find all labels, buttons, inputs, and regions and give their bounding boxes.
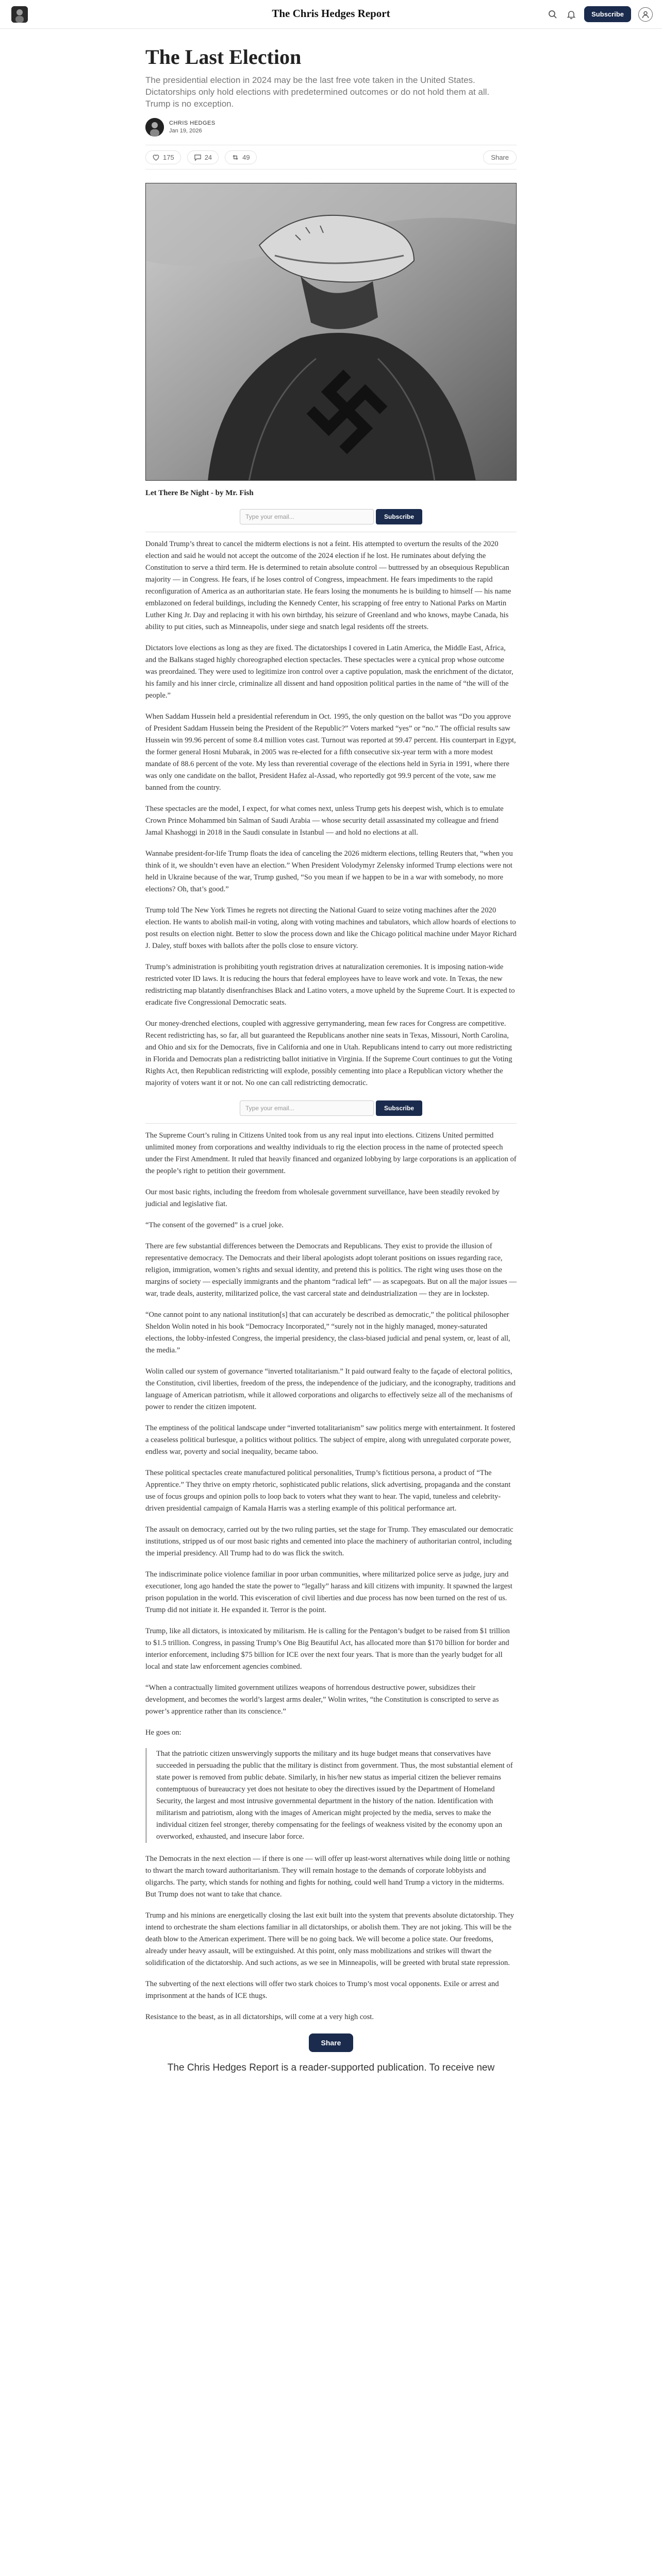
article	[145, 45, 517, 2075]
comment-icon	[194, 154, 202, 161]
body-paragraph: The emptiness of the political landscape under “inverted totalitarianism” saw politics merge with entertainment. It fostered a ceaseless political burlesque, a politics without politics. The subject of empire, along with unregulated corporate power, endless war, poverty and social inequality, became taboo.	[145, 1424, 516, 1456]
search-icon[interactable]	[547, 9, 558, 20]
body-paragraph: “The consent of the governed” is a cruel joke.	[145, 1221, 284, 1229]
share-button-top[interactable]: Share	[483, 150, 517, 164]
byline	[145, 118, 517, 137]
body-paragraph: Our most basic rights, including the freedom from wholesale government surveillance, have been steadily revoked by judicial and legislative fiat.	[145, 1188, 500, 1208]
footer-note: The Chris Hedges Report is a reader-supported publication. To receive new	[167, 2062, 495, 2073]
block-quote	[145, 1748, 517, 1843]
comment-count: 24	[204, 153, 212, 161]
post-title: The Last Election	[145, 45, 302, 69]
body-paragraph: Our money-drenched elections, coupled with aggressive gerrymandering, mean few races for Congress are competitive. Recent redistricting has, so far, all but guaranteed the Republicans another nine seats in Texas, Missouri, North Carolina, and Ohio and six for the Democrats, five in California and one in Utah. Republicans intend to carry out more redistricting in Florida and Democrats plan a redistricting ballot initiative in Virginia. If the Supreme Court continues to gut the Voting Rights Act, then Republican redistricting will explode, possibly cementing into place a Republican victory whether the majority of voters want it or not. No one can call redistricting democratic.	[145, 1020, 512, 1087]
body-paragraph: There are few substantial differences between the Democrats and Republicans. They exist to provide the illusion of representative democracy. The Democrats and their liberal apologists adopt tolerant positions on issues regarding race, religion, immigration, women’s rights and sexual identity, and pretend this is politics. The right wing uses those on the margins of society — especially immigrants and the phantom “radical left” — as scapegoats. But on all the major issues — war, trade deals, austerity, militarized police, the vast carceral state and deindustrialization — they are in lockstep.	[145, 1242, 517, 1298]
post-date: Jan 19, 2026	[169, 128, 202, 134]
comment-button[interactable]	[187, 150, 219, 164]
post-actions-bar	[145, 145, 517, 170]
body-paragraph: The Supreme Court’s ruling in Citizens United took from us any real input into elections. Citizens United permitted unlimited money from corporations and wealthy individuals to rig the election process in the name of protected speech under the First Amendment. It ruled that heavily financed and organized lobbying by large corporations is an application of the people’s right to petition their government.	[145, 1131, 517, 1175]
body-paragraph: He goes on:	[145, 1728, 181, 1737]
heart-icon	[152, 154, 160, 161]
subscribe-form-mid	[145, 1100, 517, 1116]
subscribe-button[interactable]: Subscribe	[584, 6, 631, 22]
email-input[interactable]: Type your email...	[240, 509, 374, 524]
bell-icon[interactable]	[566, 9, 577, 20]
like-count: 175	[163, 153, 174, 161]
restack-button[interactable]	[225, 150, 256, 164]
body-paragraph: The subverting of the next elections will offer two stark choices to Trump’s most vocal opponents. Exile or arrest and imprisonment at the hands of ICE thugs.	[145, 1980, 499, 2000]
post-subtitle: The presidential election in 2024 may be the last free vote taken in the United States. Dictatorships only hold elections with predetermined outcomes or do not hold them at all. Trump is no exception.	[145, 75, 490, 109]
author-avatar[interactable]	[145, 118, 164, 137]
body-paragraph: When Saddam Hussein held a presidential referendum in Oct. 1995, the only question on the ballot was “Do you approve of President Saddam Hussein being the President of the Republic?” Voters marked “yes” or “no.” The official results saw Hussein win 99.96 percent of some 8.4 million votes cast. Turnout was reported at 99.47 percent. His counterpart in Egypt, the former general Hosni Mubarak, in 2005 was re-elected for a fifth consecutive six-year term with a more modest mandate of 88.6 percent of the vote. My less than reverential coverage of the elections held in Syria in 1991, where there was only one candidate on the ballot, President Hafez al-Assad, who reportedly got 99.9 percent of the vote, saw me banned from the country.	[145, 713, 516, 792]
quote-text: That the patriotic citizen unswervingly supports the military and its huge budget means that conservatives have succeeded in persuading the public that the military is distinct from government. Thus, the most substantial element of state power is removed from public debate. Similarly, in his/her new status as imperial citizen the believer remains contemptuous of bureaucracy yet does not hesitate to obey the directives issued by the Department of Homeland Security, the largest and most intrusive governmental department in the history of the nation. Identification with militarism and patriotism, along with the images of American might projected by the media, serves to make the individual citizen feel stronger, thereby compensating for the feelings of weakness visited by the economy upon an overworked, exhausted, and insecure labor force.	[156, 1750, 513, 1841]
share-button[interactable]: Share	[309, 2033, 354, 2052]
share-section	[145, 2033, 517, 2052]
body-paragraph: Dictators love elections as long as they are fixed. The dictatorships I covered in Latin America, the Middle East, Africa, and the Balkans staged highly choreographed election spectacles. These spectacles were a cynical prop whose outcome was preordained. They were used to legitimize iron control over a captive population, mask the enrichment of the dictator, his family and his inner circle, criminalize all dissent and hand opposition political parties in the name of “the will of the people.”	[145, 644, 514, 700]
body-paragraph: The indiscriminate police violence familiar in poor urban communities, where militarized police serve as judge, jury and executioner, long ago handed the state the power to “legally” harass and kill citizens with impunity. It spawned the largest prison population in the world. This evisceration of civil liberties and due process has now been turned on the rest of us. Trump did not initiate it. He expanded it. Terror is the point.	[145, 1570, 512, 1614]
image-caption: Let There Be Night - by Mr. Fish	[145, 489, 254, 497]
body-paragraph: Resistance to the beast, as in all dictatorships, will come at a very high cost.	[145, 2013, 374, 2021]
body-paragraph: The Democrats in the next election — if there is one — will offer up least-worst alternatives while doing little or nothing to thwart the march toward authoritarianism. They will remain hostage to the demands of corporate lobbyists and oligarchs. The party, which stands for nothing and fights for nothing, could well hand Trump a victory in the midterms. But Trump does not want to take that chance.	[145, 1855, 510, 1899]
email-input[interactable]: Type your email...	[240, 1100, 374, 1116]
subscribe-form-button[interactable]: Subscribe	[376, 509, 422, 524]
divider	[145, 1123, 517, 1124]
subscribe-form	[145, 509, 517, 524]
body-paragraph: Donald Trump’s threat to cancel the midterm elections is not a feint. His attempted to overturn the results of the 2020 election and said he would not accept the outcome of the 2024 election if he lost. He ruminates about defying the Constitution to serve a third term. He is determined to retain absolute control — buttressed by an obsequious Republican majority — in Congress. He fears, if he loses control of Congress, impeachment. He fears impediments to the rapid reconfiguration of America as an authoritarian state. He fears losing the monuments he is building to himself — his name emblazoned on federal buildings, including the Kennedy Center, his scrapping of free entry to National Parks on Martin Luther King Jr. Day and replacing it with his own birthday, his seizure of Greenland and who knows, maybe Canada, his ability to put cities, such as Minneapolis, under siege and snatch legal residents off the streets.	[145, 540, 511, 631]
restack-count: 49	[242, 153, 250, 161]
body-paragraph: “One cannot point to any national institution[s] that can accurately be described as democratic,” the political philosopher Sheldon Wolin noted in his book “Democracy Incorporated,” “surely not in the highly managed, money-saturated elections, the lobby-infested Congress, the imperial presidency, the class-biased judicial and penal system, or, least of all, the media.”	[145, 1311, 510, 1354]
publication-title[interactable]: The Chris Hedges Report	[272, 7, 390, 20]
body-paragraph: Wolin called our system of governance “inverted totalitarianism.” It paid outward fealty to the façade of electoral politics, the Constitution, civil liberties, freedom of the press, the independence of the judiciary, and the iconography, traditions and language of American patriotism, while it allowed corporations and oligarchs to effectively seize all of the mechanisms of power to render the citizen impotent.	[145, 1367, 516, 1411]
body-paragraph: Trump and his minions are energetically closing the last exit built into the system that prevents absolute dictatorship. They intend to orchestrate the sham elections familiar in all dictatorships, or abolish them. They are not joking. This will be the death blow to the American experiment. There will be no going back. We will become a police state. Our freedoms, already under heavy assault, will be extinguished. At this point, only mass mobilizations and strikes will thwart the solidification of the dictatorship. And such actions, as we see in Minneapolis, will be greeted with brutal state repression.	[145, 1911, 515, 1967]
body-paragraph: Wannabe president-for-life Trump floats the idea of canceling the 2026 midterm elections, telling Reuters that, “when you think of it, we shouldn’t even have an election.” When President Volodymyr Zelensky informed Trump elections were not held in Ukraine because of the war, Trump gushed, “So you mean if we happen to be in a war with somebody, no more elections? Oh, that’s good.”	[145, 850, 513, 893]
top-navigation-bar	[0, 0, 662, 29]
body-paragraph: Trump told The New York Times he regrets not directing the National Guard to seize voting machines after the 2020 election. He wants to abolish mail-in voting, along with voting machines and tabulators, which allow hoards of elections to post results on election night. Better to slow the process down and like the Chicago political machine under Mayor Richard J. Daley, stuff boxes with ballots after the polls close to ensure victory.	[145, 906, 517, 950]
hero-illustration[interactable]	[145, 183, 517, 481]
body-paragraph: “When a contractually limited government utilizes weapons of horrendous destructive power, subsidizes their development, and becomes the world’s largest arms dealer,” Wolin writes, “the Constitution is conscripted to serve as power’s apprentice rather than its conscience.”	[145, 1684, 499, 1716]
author-name[interactable]: CHRIS HEDGES	[169, 120, 216, 126]
body-paragraph: These spectacles are the model, I expect, for what comes next, unless Trump gets his deepest wish, which is to emulate Crown Prince Mohammed bin Salman of Saudi Arabia — whose security detail assassinated my colleague and friend Jamal Khashoggi in 2018 in the Saudi consulate in Istanbul — and hold no elections at all.	[145, 805, 504, 837]
like-button[interactable]	[145, 150, 181, 164]
body-paragraph: Trump’s administration is prohibiting youth registration drives at naturalization ceremonies. It is imposing nation-wide restricted voter ID laws. It is reducing the hours that federal employees have to leave work and vote. In Texas, the new redistricting map blatantly disenfranchises Black and Latino voters, a move upheld by the Supreme Court. It is expected to eradicate five Congressional Democratic seats.	[145, 963, 515, 1007]
body-paragraph: These political spectacles create manufactured political personalities, Trump’s fictitious persona, a product of “The Apprentice.” They thrive on empty rhetoric, sophisticated public relations, slick advertising, propaganda and the constant use of focus groups and opinion polls to loop back to voters what they want to hear. The vapid, tuneless and celebrity-driven presidential campaign of Kamala Harris was a sterling example of this political performance art.	[145, 1469, 511, 1513]
subscribe-form-button[interactable]: Subscribe	[376, 1100, 422, 1116]
user-avatar-icon[interactable]	[638, 7, 653, 22]
body-paragraph: The assault on democracy, carried out by the two ruling parties, set the stage for Trump. They emasculated our democratic institutions, stripped us of our most basic rights and cemented into place the machinery of authoritarian control, including the imperial presidency. All Trump had to do was flick the switch.	[145, 1526, 514, 1557]
restack-icon	[231, 154, 239, 161]
body-paragraph: Trump, like all dictators, is intoxicated by militarism. He is calling for the Pentagon’s budget to be raised from $1 trillion to $1.5 trillion. Congress, in passing Trump’s One Big Beautiful Act, has allocated more than $170 billion for border and interior enforcement, including $75 billion for ICE over the next four years. That is more than the yearly budget for all local and state law enforcement agencies combined.	[145, 1627, 510, 1671]
